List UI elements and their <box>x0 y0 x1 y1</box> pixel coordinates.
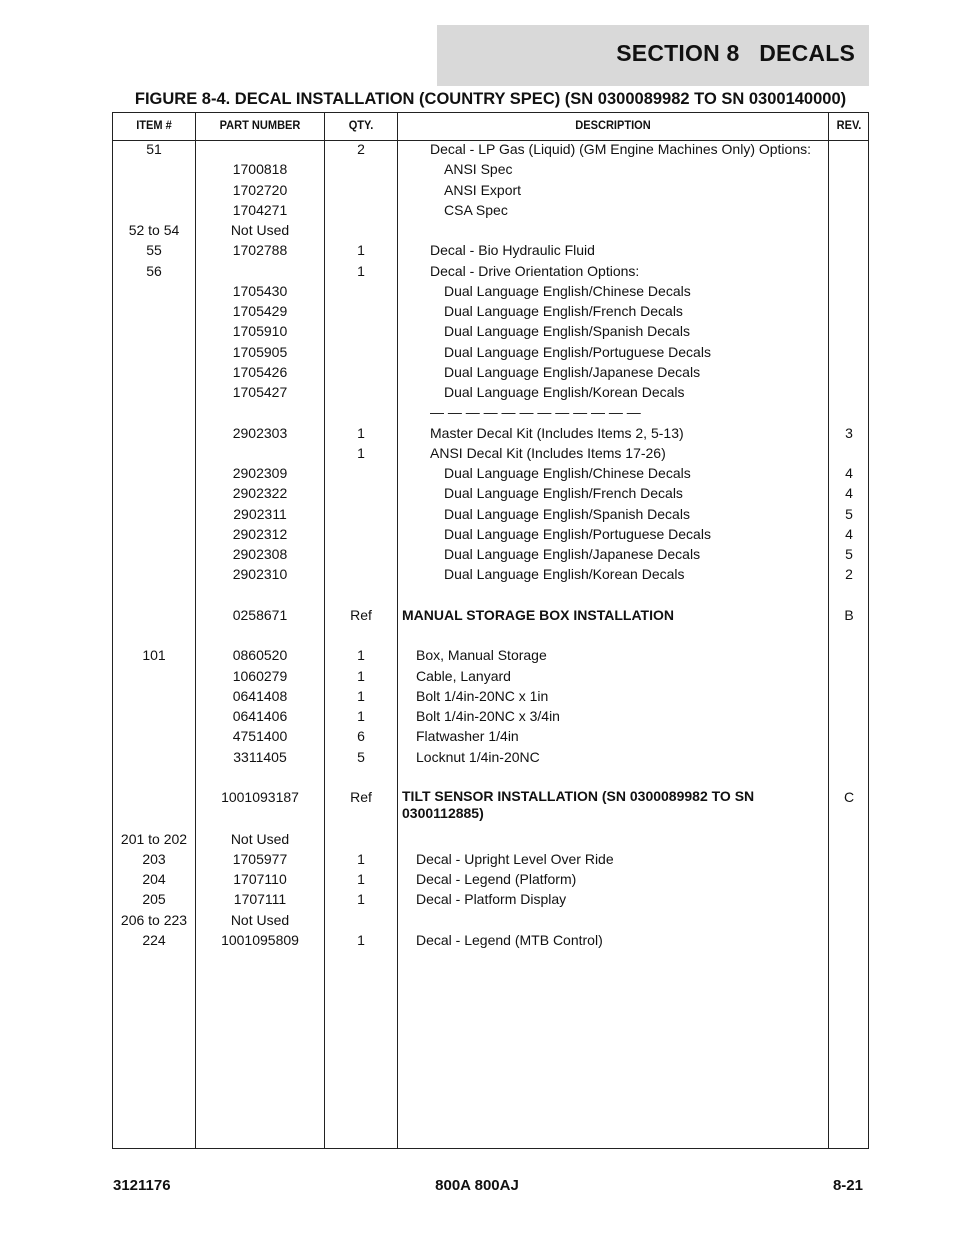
part-number-cell: 2902322 <box>232 485 288 502</box>
table-row <box>113 646 868 666</box>
description-cell: Decal - Platform Display <box>416 891 567 908</box>
qty-cell: 1 <box>357 262 365 279</box>
rev-cell: C <box>843 789 855 805</box>
description-cell: Decal - Legend (Platform) <box>416 871 577 887</box>
description-cell: Cable, Lanyard <box>416 667 511 684</box>
table-row <box>113 687 868 707</box>
qty-cell: 1 <box>357 871 365 887</box>
rev-cell: 4 <box>845 485 853 502</box>
description-cell: Locknut 1/4in-20NC <box>416 748 540 765</box>
part-number-cell: 1705910 <box>232 323 288 340</box>
table-row <box>113 302 868 322</box>
table-row <box>113 586 868 606</box>
table-row <box>113 830 868 850</box>
part-number-cell: 1060279 <box>232 667 288 684</box>
description-cell: Bolt 1/4in-20NC x 3/4in <box>416 708 560 724</box>
table-row <box>113 525 868 545</box>
description-cell: ANSI Export <box>444 181 522 198</box>
table-row <box>113 667 868 687</box>
table-row <box>113 545 868 565</box>
description-cell: Dual Language English/Korean Decals <box>444 566 685 583</box>
section-title: SECTION 8 DECALS <box>616 40 855 66</box>
qty-cell: 1 <box>357 424 365 441</box>
part-number-cell: 0641408 <box>232 687 288 704</box>
part-number-cell: Not Used <box>230 222 290 238</box>
footer-document-number: 3121176 <box>113 1177 171 1194</box>
table-row <box>113 403 868 423</box>
qty-cell: 1 <box>357 687 365 704</box>
description-cell: Dual Language English/Chinese Decals <box>444 282 691 299</box>
description-cell: Dual Language English/Chinese Decals <box>444 465 691 481</box>
description-cell: Dual Language English/Japanese Decals <box>444 363 701 380</box>
description-cell: Decal - Legend (MTB Control) <box>416 931 603 948</box>
part-number-cell: 1705977 <box>232 850 288 867</box>
table-row <box>113 768 868 788</box>
part-number-cell: 2902312 <box>232 525 288 542</box>
table-row <box>113 444 868 464</box>
table-row <box>113 282 868 302</box>
description-cell: CSA Spec <box>444 201 508 218</box>
figure-title: FIGURE 8-4. DECAL INSTALLATION (COUNTRY SPEC) (SN 0300089982 TO SN 0300140000) <box>134 90 847 108</box>
description-cell: — — — — — — — — — — — — <box>430 404 641 421</box>
footer-model: 800A 800AJ <box>435 1177 519 1194</box>
table-row <box>113 707 868 727</box>
part-number-cell: 1707111 <box>233 891 287 908</box>
table-row <box>113 850 868 870</box>
table-row <box>113 890 868 910</box>
table-row <box>113 788 868 821</box>
description-cell: ANSI Decal Kit (Includes Items 17-26) <box>430 444 666 461</box>
rev-cell: 3 <box>845 424 853 441</box>
description-cell: Dual Language English/Korean Decals <box>444 384 685 400</box>
footer-page-number: 8-21 <box>832 1177 863 1194</box>
header-part-number: PART NUMBER <box>219 118 301 132</box>
description-cell: Dual Language English/Portuguese Decals <box>444 343 711 360</box>
rev-cell: 5 <box>845 546 853 562</box>
description-cell: Dual Language English/Spanish Decals <box>444 505 690 522</box>
table-row <box>113 484 868 504</box>
qty-cell: 1 <box>357 647 365 664</box>
item-cell: 55 <box>146 242 162 259</box>
table-row <box>113 160 868 180</box>
part-number-cell: 4751400 <box>232 728 288 745</box>
description-cell: Decal - Upright Level Over Ride <box>416 850 614 867</box>
header-rev: REV. <box>836 118 862 132</box>
description-cell: Dual Language English/Portuguese Decals <box>444 525 711 542</box>
description-cell: Dual Language English/French Decals <box>444 485 683 502</box>
part-number-cell: Not Used <box>230 830 290 847</box>
table-row <box>113 343 868 363</box>
part-number-cell: 1001093187 <box>221 789 299 805</box>
description-cell: Box, Manual Storage <box>416 647 547 664</box>
table-row <box>113 322 868 342</box>
description-cell: Decal - LP Gas (Liquid) (GM Engine Machines Only) Options: <box>430 141 812 157</box>
part-number-cell: 2902308 <box>232 546 288 562</box>
rev-cell: B <box>844 606 854 623</box>
table-row <box>113 911 868 931</box>
description-cell: Bolt 1/4in-20NC x 1in <box>416 687 549 704</box>
qty-cell: 1 <box>357 850 365 867</box>
part-number-cell: 1705429 <box>232 303 288 319</box>
description-cell: MANUAL STORAGE BOX INSTALLATION <box>402 606 674 623</box>
description-cell: Master Decal Kit (Includes Items 2, 5-13) <box>430 424 684 441</box>
part-number-cell: 2902303 <box>232 424 288 441</box>
part-number-cell: 1707110 <box>233 871 287 887</box>
qty-cell: 1 <box>357 242 365 259</box>
table-row <box>113 201 868 221</box>
table-row <box>113 181 868 201</box>
rev-cell: 2 <box>845 566 853 583</box>
description-cell: Decal - Bio Hydraulic Fluid <box>430 242 595 259</box>
part-number-cell: 1705426 <box>232 363 288 380</box>
description-cell: Dual Language English/Spanish Decals <box>444 323 690 340</box>
part-number-cell: 1705427 <box>232 384 288 400</box>
rev-cell: 5 <box>845 505 853 522</box>
part-number-cell: 1702788 <box>232 242 288 259</box>
parts-table <box>112 112 869 1149</box>
qty-cell: Ref <box>350 789 372 805</box>
item-cell: 52 to 54 <box>128 222 180 238</box>
part-number-cell: Not Used <box>230 911 290 928</box>
table-row <box>113 221 868 241</box>
item-cell: 205 <box>142 891 166 908</box>
rev-cell: 4 <box>845 465 853 481</box>
table-row <box>113 727 868 747</box>
part-number-cell: 3311405 <box>233 748 287 765</box>
part-number-cell: 2902311 <box>233 505 287 522</box>
section-banner <box>437 25 869 86</box>
item-cell: 206 to 223 <box>120 911 188 928</box>
qty-cell: 5 <box>357 748 365 765</box>
qty-cell: Ref <box>350 606 372 623</box>
part-number-cell: 0258671 <box>232 606 288 623</box>
item-cell: 101 <box>142 647 166 664</box>
item-cell: 203 <box>142 850 166 867</box>
table-row <box>113 565 868 585</box>
table-row <box>113 870 868 890</box>
part-number-cell: 2902310 <box>232 566 288 583</box>
description-cell: Flatwasher 1/4in <box>416 728 519 745</box>
item-cell: 51 <box>146 141 162 157</box>
part-number-cell: 1705430 <box>232 282 288 299</box>
table-row <box>113 464 868 484</box>
table-row <box>113 262 868 282</box>
table-row <box>113 748 868 768</box>
header-item: ITEM # <box>136 118 172 132</box>
part-number-cell: 0860520 <box>232 647 288 664</box>
part-number-cell: 1705905 <box>232 343 288 360</box>
table-row <box>113 241 868 261</box>
table-header <box>113 113 868 141</box>
table-row <box>113 363 868 383</box>
qty-cell: 2 <box>357 141 365 157</box>
part-number-cell: 2902309 <box>232 465 288 481</box>
table-row <box>113 505 868 525</box>
qty-cell: 1 <box>357 708 365 724</box>
table-row <box>113 424 868 444</box>
description-cell: TILT SENSOR INSTALLATION (SN 0300089982 TO SN 0300112885) <box>402 788 755 821</box>
item-cell: 201 to 202 <box>120 830 188 847</box>
rev-cell: 4 <box>845 525 853 542</box>
part-number-cell: 0641406 <box>232 708 288 724</box>
item-cell: 204 <box>142 871 166 887</box>
description-cell: Dual Language English/Japanese Decals <box>444 546 701 562</box>
part-number-cell: 1700818 <box>232 161 288 178</box>
qty-cell: 1 <box>357 667 365 684</box>
header-description: DESCRIPTION <box>575 118 651 132</box>
part-number-cell: 1001095809 <box>221 931 299 948</box>
table-row <box>113 140 868 160</box>
table-row <box>113 383 868 403</box>
qty-cell: 6 <box>357 728 365 745</box>
description-cell: Dual Language English/French Decals <box>444 303 683 319</box>
qty-cell: 1 <box>357 931 365 948</box>
description-cell: ANSI Spec <box>444 161 513 178</box>
header-qty: QTY. <box>348 118 374 132</box>
part-number-cell: 1702720 <box>232 181 288 198</box>
qty-cell: 1 <box>357 444 365 461</box>
part-number-cell: 1704271 <box>232 201 288 218</box>
item-cell: 56 <box>146 262 162 279</box>
table-row <box>113 931 868 951</box>
description-cell: Decal - Drive Orientation Options: <box>430 262 640 279</box>
qty-cell: 1 <box>357 891 365 908</box>
table-row <box>113 626 868 646</box>
item-cell: 224 <box>142 931 166 948</box>
table-row <box>113 606 868 626</box>
